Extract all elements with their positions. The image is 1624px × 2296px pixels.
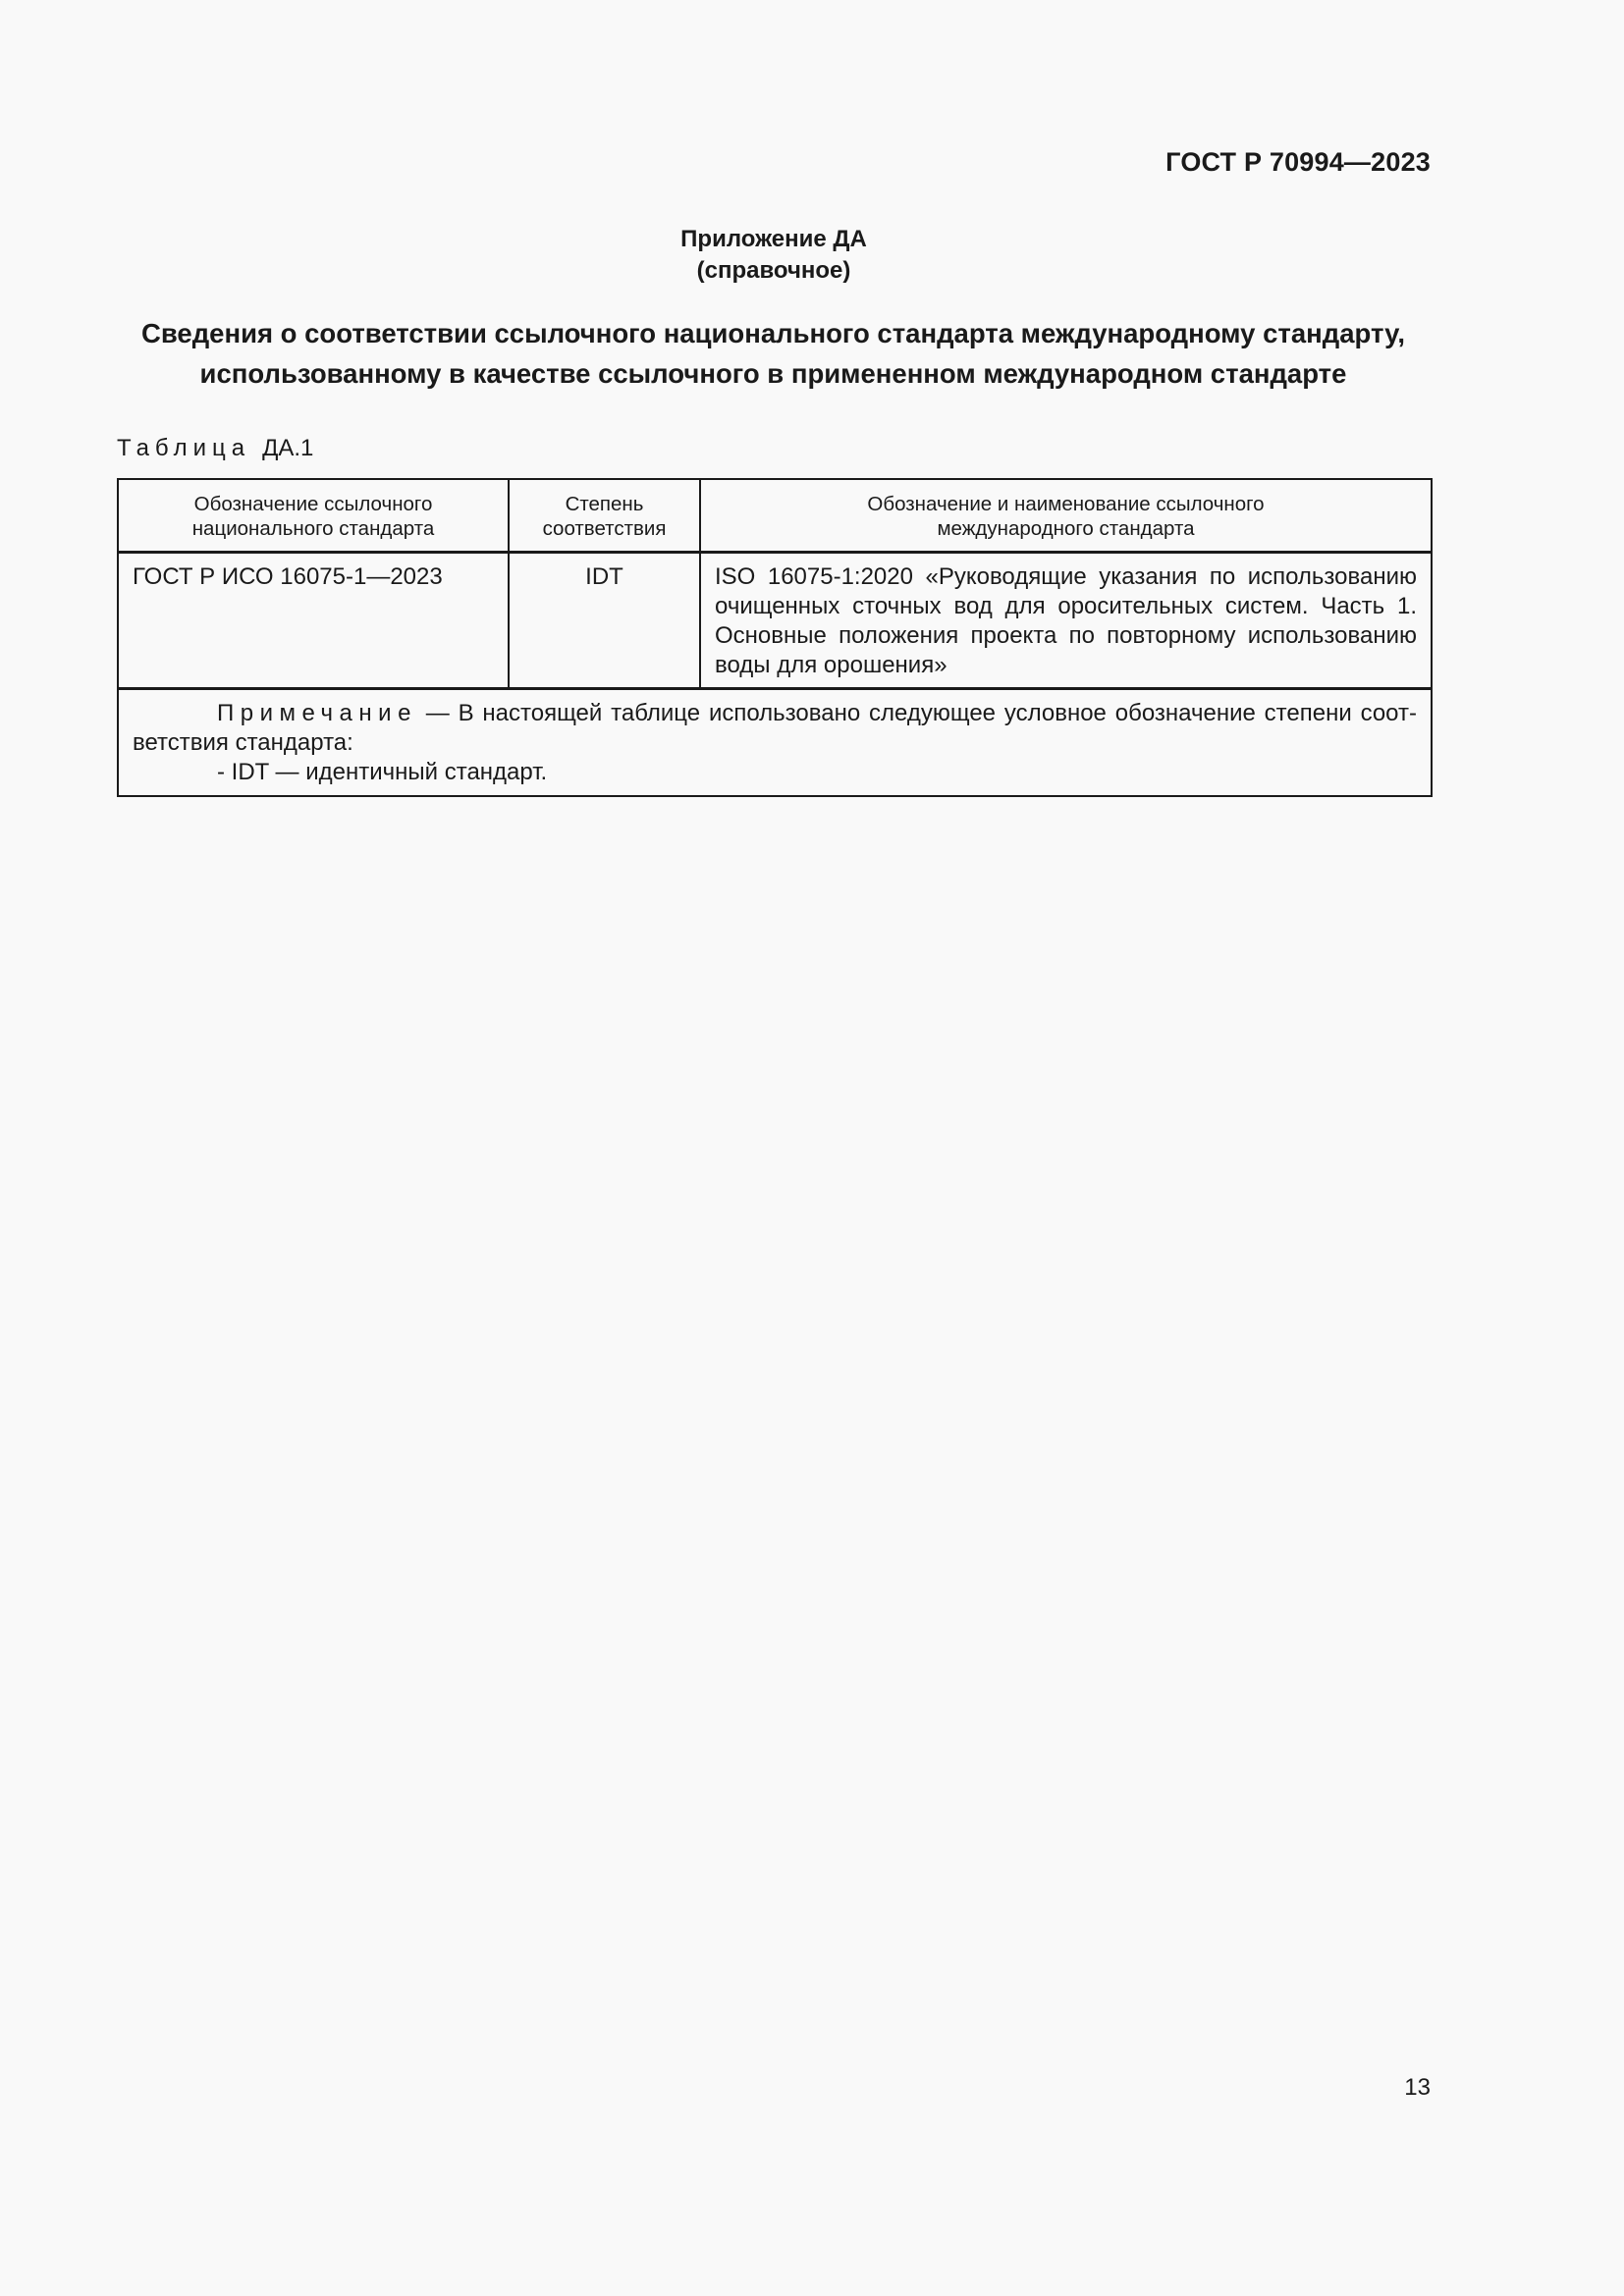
note-paragraph — [133, 699, 1417, 758]
table-row — [118, 553, 1432, 689]
document-code: ГОСТ Р 70994—2023 — [1165, 147, 1431, 177]
annex-name: Приложение ДА — [680, 226, 867, 252]
header-national-line-2: национального стандарта — [191, 517, 435, 540]
header-national-standard — [118, 479, 509, 553]
header-international-line-1: Обозначение и наименование ссылочного — [867, 493, 1265, 515]
table-header-row — [118, 479, 1432, 553]
table-caption — [117, 435, 313, 462]
correspondence-table — [117, 478, 1433, 797]
annex-type: (справочное) — [696, 257, 851, 284]
table-note — [118, 689, 1432, 797]
cell-national-standard: ГОСТ Р ИСО 16075-1—2023 — [118, 553, 509, 689]
header-international-line-2: международного стандарта — [937, 517, 1195, 540]
annex-heading — [0, 224, 1547, 287]
note-text: — В настоящей таблице использовано следующее условное обозначение степени соот-ветствия стандарта: — [133, 700, 1417, 756]
note-label: Примечание — [217, 700, 417, 726]
page-number: 13 — [1404, 2074, 1431, 2101]
note-list-item: - IDT — идентичный стандарт. — [217, 759, 548, 785]
table-note-row — [118, 689, 1432, 797]
table-caption-label: Таблица — [117, 435, 251, 461]
header-grade-line-1: Степень — [565, 493, 644, 515]
header-grade-line-2: соответствия — [542, 517, 667, 540]
header-international-standard — [700, 479, 1432, 553]
annex-title — [117, 313, 1430, 394]
annex-title-line-1: Сведения о соответствии ссылочного национального стандарта международному стандарту, — [141, 318, 1405, 348]
cell-international-standard: ISO 16075-1:2020 «Руководящие указания по использованию очищенных сточных вод для оросительных систем. Часть 1. Основные положения проекта по повторному использованию воды для орошения» — [700, 553, 1432, 689]
table-caption-number: ДА.1 — [262, 435, 314, 461]
header-grade — [509, 479, 700, 553]
cell-grade: IDT — [509, 553, 700, 689]
header-national-line-1: Обозначение ссылочного — [193, 493, 433, 515]
annex-title-line-2: использованному в качестве ссылочного в примененном международном стандарте — [199, 358, 1347, 389]
